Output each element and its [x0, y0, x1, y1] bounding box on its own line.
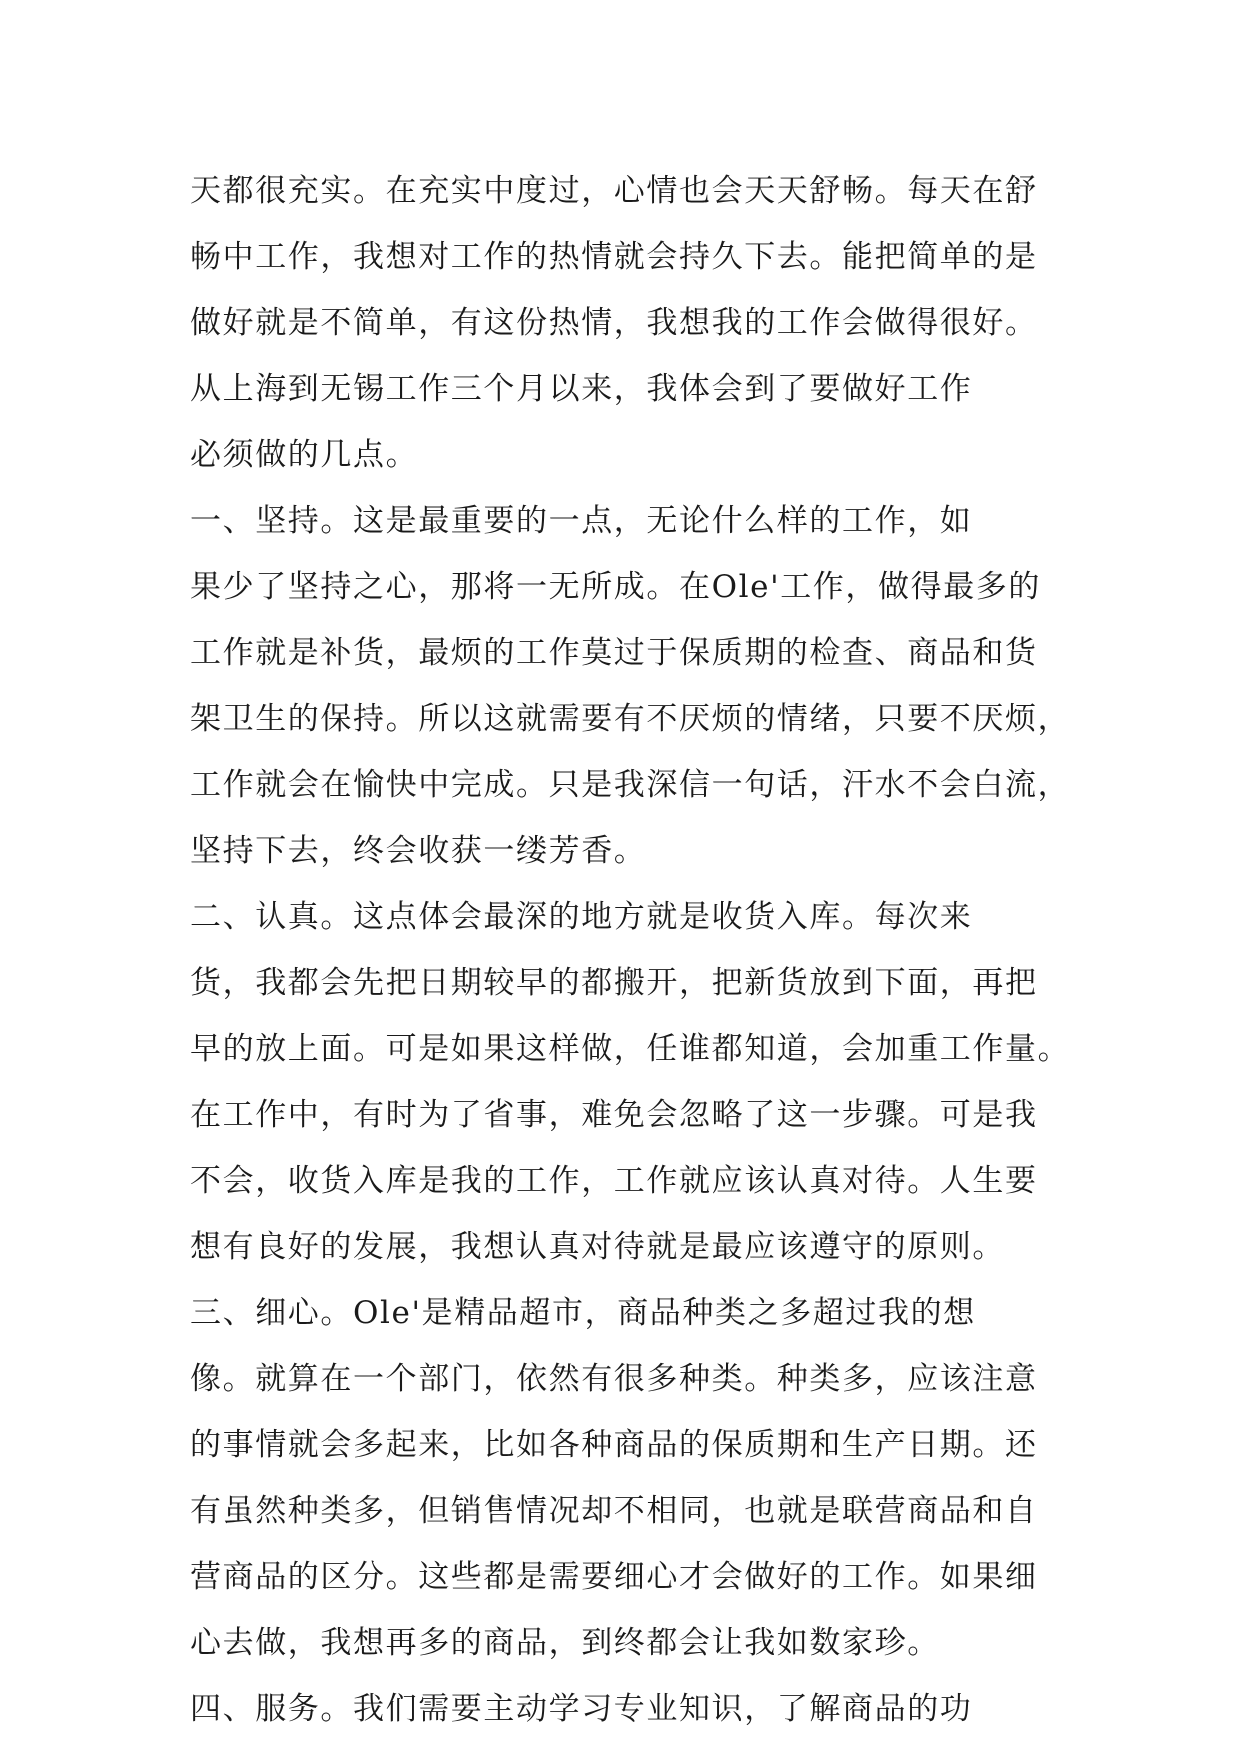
text-line: 三、细心。Ole'是精品超市，商品种类之多超过我的想	[190, 1295, 976, 1331]
text-line: 做好就是不简单，有这份热情，我想我的工作会做得很好。	[190, 305, 1038, 341]
body-text	[190, 158, 1071, 1742]
text-line: 一、坚持。这是最重要的一点，无论什么样的工作，如	[190, 503, 973, 539]
text-line: 从上海到无锡工作三个月以来，我体会到了要做好工作	[190, 371, 973, 407]
text-line: 在工作中，有时为了省事，难免会忽略了这一步骤。可是我	[190, 1097, 1038, 1133]
text-line: 早的放上面。可是如果这样做，任谁都知道，会加重工作量。	[190, 1031, 1071, 1067]
text-line: 果少了坚持之心，那将一无所成。在Ole'工作，做得最多的	[190, 569, 1041, 605]
text-line: 工作就会在愉快中完成。只是我深信一句话，汗水不会白流，	[190, 767, 1071, 803]
text-line: 不会，收货入库是我的工作，工作就应该认真对待。人生要	[190, 1163, 1038, 1199]
text-line: 货，我都会先把日期较早的都搬开，把新货放到下面，再把	[190, 965, 1038, 1001]
text-line: 心去做，我想再多的商品，到终都会让我如数家珍。	[190, 1625, 940, 1661]
text-line: 必须做的几点。	[190, 437, 419, 473]
text-line: 天都很充实。在充实中度过，心情也会天天舒畅。每天在舒	[190, 173, 1038, 209]
text-line: 像。就算在一个部门，依然有很多种类。种类多，应该注意	[190, 1361, 1038, 1397]
text-line: 有虽然种类多，但销售情况却不相同，也就是联营商品和自	[190, 1493, 1038, 1529]
text-line: 工作就是补货，最烦的工作莫过于保质期的检查、商品和货	[190, 635, 1038, 671]
text-line: 畅中工作，我想对工作的热情就会持久下去。能把简单的是	[190, 239, 1038, 275]
text-line: 想有良好的发展，我想认真对待就是最应该遵守的原则。	[190, 1229, 1005, 1265]
text-line: 的事情就会多起来，比如各种商品的保质期和生产日期。还	[190, 1427, 1038, 1463]
text-line: 四、服务。我们需要主动学习专业知识，了解商品的功	[190, 1691, 973, 1727]
text-line: 二、认真。这点体会最深的地方就是收货入库。每次来	[190, 899, 973, 935]
text-line: 坚持下去，终会收获一缕芳香。	[190, 833, 647, 869]
text-line: 架卫生的保持。所以这就需要有不厌烦的情绪，只要不厌烦，	[190, 701, 1071, 737]
text-line: 营商品的区分。这些都是需要细心才会做好的工作。如果细	[190, 1559, 1038, 1595]
